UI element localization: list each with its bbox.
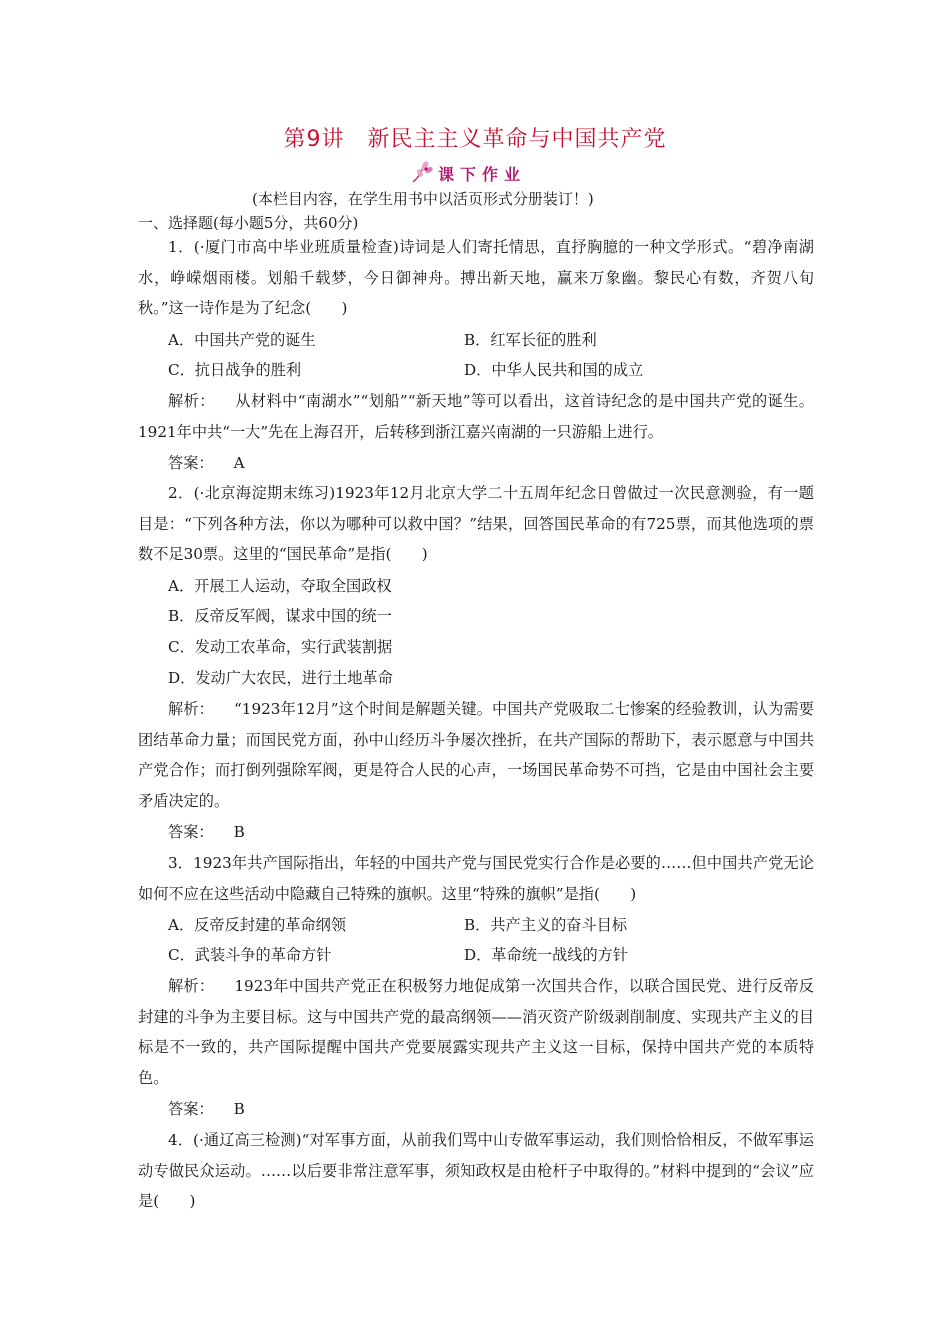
page-title: 第9讲 新民主主义革命与中国共产党 — [283, 127, 667, 152]
q1-option-d: D．中华人民共和国的成立 — [464, 361, 644, 379]
section-badge — [410, 160, 526, 186]
q3-option-b: B．共产主义的奋斗目标 — [464, 916, 628, 934]
question-3-stem: 3．1923年共产国际指出，年轻的中国共产党与国民党实行合作是必要的……但中国共产党无论如何不应在这些活动中隐藏自己特殊的旗帜。这里“特殊的旗帜”是指( ) — [138, 854, 814, 903]
q1-option-b: B．红军长征的胜利 — [464, 331, 597, 349]
q2-option-d: D．发动广大农民，进行土地革命 — [168, 669, 393, 687]
binding-note: (本栏目内容，在学生用书中以活页形式分册装订！) — [252, 190, 594, 208]
analysis-label: 解析： — [168, 977, 215, 995]
q1-option-a: A．中国共产党的诞生 — [168, 331, 316, 349]
section-heading: 一、选择题(每小题5分，共60分) — [138, 214, 359, 232]
flower-icon — [410, 160, 436, 186]
analysis-text: “1923年12月”这个时间是解题关键。中国共产党吸取二七惨案的经验教训，认为需要团结革命力量；而国民党方面，孙中山经历斗争屡次挫折，在共产国际的帮助下，表示愿意与中国共产党合作；而打倒列强除军阀，更是符合人民的心声，一场国民革命势不可挡，它是由中国社会主要矛盾决定的。 — [138, 700, 814, 810]
analysis-text: 1923年中国共产党正在积极努力地促成第一次国共合作，以联合国民党、进行反帝反封建的斗争为主要目标。这与中国共产党的最高纲领——消灭资产阶级剥削制度、实现共产主义的目标是不一致的，共产国际提醒中国共产党要展露实现共产主义这一目标，保持中国共产党的本质特色。 — [138, 977, 815, 1087]
question-4-stem: 4．(·通辽高三检测)“对军事方面，从前我们骂中山专做军事运动，我们则恰恰相反，不做军事运动专做民众运动。……以后要非常注意军事，须知政权是由枪杆子中取得的。”材料中提到的“会议”应是( ) — [138, 1131, 814, 1210]
analysis-text: 从材料中“南湖水”“划船”“新天地”等可以看出，这首诗纪念的是中国共产党的诞生。1921年中共“一大”先在上海召开，后转移到浙江嘉兴南湖的一只游船上进行。 — [138, 392, 814, 441]
q3-analysis — [138, 971, 814, 1093]
q3-answer: 答案： B — [168, 1100, 245, 1118]
q3-option-c: C．武装斗争的革命方针 — [168, 946, 332, 964]
q2-option-a: A．开展工人运动，夺取全国政权 — [168, 577, 392, 595]
q1-analysis — [138, 386, 814, 447]
q2-analysis — [138, 694, 814, 816]
question-1-stem: 1．(·厦门市高中毕业班质量检查)诗词是人们寄托情思，直抒胸臆的一种文学形式。“碧净南湖水，峥嵘烟雨楼。划船千载梦，今日御神舟。搏出新天地，赢来万象幽。黎民心有数，齐贺八旬秋。”这一诗作是为了纪念( ) — [138, 238, 814, 317]
q3-option-d: D．革命统一战线的方针 — [464, 946, 629, 964]
q1-option-c: C．抗日战争的胜利 — [168, 361, 302, 379]
q2-option-c: C．发动工农革命，实行武装割据 — [168, 638, 393, 656]
q3-option-a: A．反帝反封建的革命纲领 — [168, 916, 347, 934]
q2-answer: 答案： B — [168, 823, 245, 841]
analysis-label: 解析： — [168, 392, 215, 410]
analysis-label: 解析： — [168, 700, 215, 718]
question-2-stem: 2．(·北京海淀期末练习)1923年12月北京大学二十五周年纪念日曾做过一次民意测验，有一题目是：“下列各种方法，你以为哪种可以救中国？”结果，回答国民革命的有725票，而其他选项的票数不足30票。这里的“国民革命”是指( ) — [138, 484, 814, 563]
q1-answer: 答案： A — [168, 454, 245, 472]
q2-option-b: B．反帝反军阀，谋求中国的统一 — [168, 607, 392, 625]
badge-label: 课下作业 — [438, 164, 527, 184]
